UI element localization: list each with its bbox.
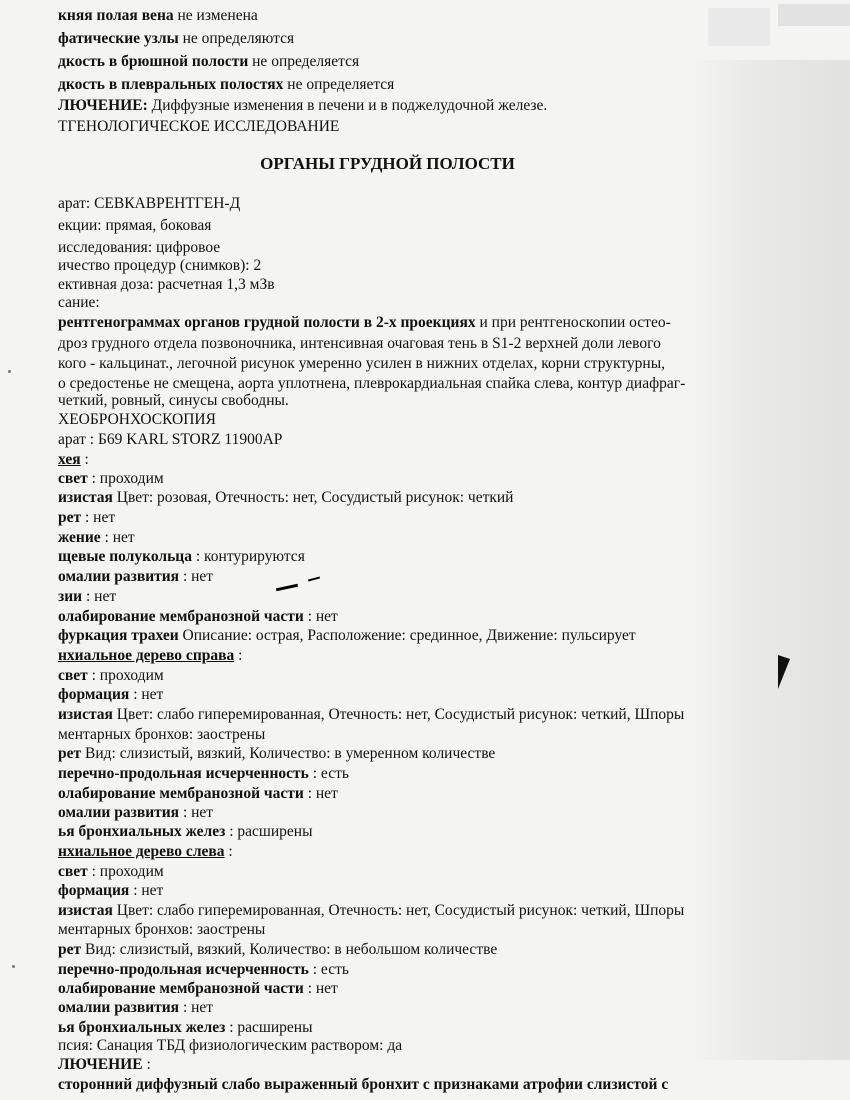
line-lymph: фатические узлы не определяются	[58, 30, 295, 47]
line-description-1: рентгенограммах органов грудной полости в 2-х проекциях и при рентгеноскопии остео-	[58, 314, 671, 331]
line-l-anomalies: омалии развития : нет	[58, 999, 214, 1016]
line-method: исследования: цифровое	[58, 239, 221, 256]
line-l-deformation: формация : нет	[58, 882, 164, 899]
line-r-glands: ья бронхиальных желез : расширены	[58, 823, 313, 840]
line-left-tree: нхиальное дерево слева :	[58, 843, 233, 860]
line-description-4: о средостенье не смещена, аорта уплотнена, плеврокардиальная спайка слева, контур диафраг-	[58, 375, 686, 392]
line-anomalies: омалии развития : нет	[58, 568, 214, 585]
speck	[12, 965, 15, 968]
line-count: ичество процедур (снимков): 2	[58, 257, 262, 274]
line-r-lumen: свет : проходим	[58, 667, 164, 684]
line-r-prolapse: олабирование мембранозной части : нет	[58, 785, 338, 802]
line-conclusion-1: ЛЮЧЕНИЕ: Диффузные изменения в печени и в поджелудочной железе.	[58, 97, 548, 114]
speck	[8, 370, 11, 373]
line-r-secret: рет Вид: слизистый, вязкий, Количество: в умеренном количестве	[58, 745, 496, 762]
pen-mark	[778, 655, 790, 689]
line-secret: рет : нет	[58, 509, 116, 526]
line-abdominal-fluid: дкость в брюшной полости не определяется	[58, 53, 360, 70]
line-description-5: четкий, ровный, синусы свободны.	[58, 392, 289, 409]
line-lumen: свет : проходим	[58, 470, 164, 487]
line-conclusion-2: ЛЮЧЕНИЕ :	[58, 1056, 151, 1073]
pen-mark	[308, 576, 320, 581]
line-l-spurs: ментарных бронхов: заострены	[58, 921, 266, 938]
line-mucosa: изистая Цвет: розовая, Отечность: нет, Сосудистый рисунок: четкий	[58, 489, 514, 506]
line-r-anomalies: омалии развития : нет	[58, 804, 214, 821]
line-conclusion-text: сторонний диффузный слабо выраженный бронхит с признаками атрофии слизистой с	[58, 1076, 669, 1093]
line-r-spurs: ментарных бронхов: заострены	[58, 726, 266, 743]
line-dose: ективная доза: расчетная 1,3 мЗв	[58, 276, 275, 293]
line-projections: екции: прямая, боковая	[58, 217, 212, 234]
line-apparatus: арат: СЕВКАВРЕНТГЕН-Д	[58, 195, 241, 212]
line-pleural-fluid: дкость в плевральных полостях не определяется	[58, 76, 395, 93]
line-l-prolapse: олабирование мембранозной части : нет	[58, 980, 338, 997]
line-l-striation: перечно-продольная исчерченность : есть	[58, 961, 349, 978]
line-broncho-apparatus: арат : Б69 KARL STORZ 11900AP	[58, 431, 283, 448]
line-bronchoscopy-heading: ХЕОБРОНХОСКОПИЯ	[58, 411, 216, 428]
line-cartilage: щевые полукольца : контурируются	[58, 548, 305, 565]
pen-mark	[276, 584, 298, 592]
line-prolapse: олабирование мембранозной части : нет	[58, 608, 338, 625]
line-biopsy: псия: Санация ТБД физиологическим раствором: да	[58, 1037, 403, 1054]
line-l-mucosa: изистая Цвет: слабо гиперемированная, Отечность: нет, Сосудистый рисунок: четкий, Шпоры	[58, 902, 685, 919]
line-r-deformation: формация : нет	[58, 686, 164, 703]
line-l-secret: рет Вид: слизистый, вязкий, Количество: в небольшом количестве	[58, 941, 498, 958]
line-trachea: хея :	[58, 451, 89, 468]
line-xray-heading: ТГЕНОЛОГИЧЕСКОЕ ИССЛЕДОВАНИЕ	[58, 118, 340, 135]
section-title: ОРГАНЫ ГРУДНОЙ ПОЛОСТИ	[260, 154, 515, 173]
line-l-glands: ья бронхиальных желез : расширены	[58, 1019, 313, 1036]
line-r-striation: перечно-продольная исчерченность : есть	[58, 765, 349, 782]
line-ivc: княя полая вена не изменена	[58, 7, 258, 24]
line-bifurcation: фуркация трахеи Описание: острая, Расположение: срединное, Движение: пульсирует	[58, 627, 636, 644]
line-compression: жение : нет	[58, 529, 135, 546]
line-description-2: дроз грудного отдела позвоночника, интенсивная очаговая тень в S1-2 верхней доли левого	[58, 335, 661, 352]
line-erosions: зии : нет	[58, 588, 117, 605]
line-l-lumen: свет : проходим	[58, 863, 164, 880]
line-right-tree: нхиальное дерево справа :	[58, 647, 243, 664]
line-description-label: сание:	[58, 294, 100, 311]
line-r-mucosa: изистая Цвет: слабо гиперемированная, Отечность: нет, Сосудистый рисунок: четкий, Шпоры	[58, 706, 685, 723]
line-description-3: кого - кальцинат., легочной рисунок умеренно усилен в нижних отделах, корни структурны,	[58, 355, 666, 372]
